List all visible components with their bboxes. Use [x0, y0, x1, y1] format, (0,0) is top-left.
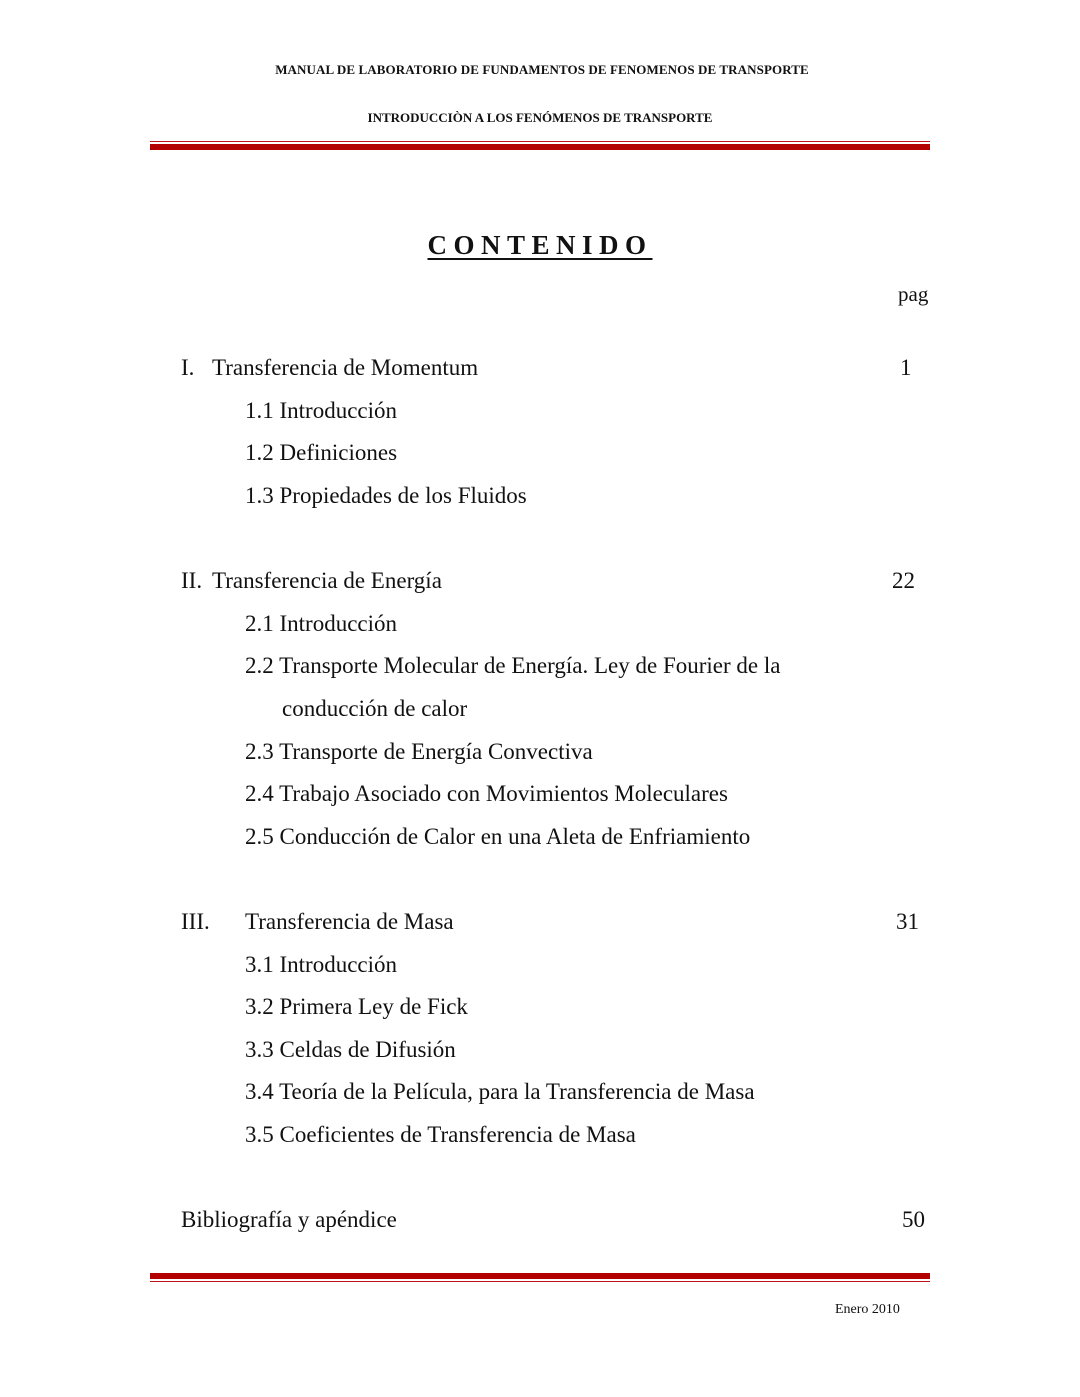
- toc-item: 2.3 Transporte de Energía Convectiva: [245, 739, 593, 764]
- toc-item: 2.1 Introducción: [245, 611, 398, 636]
- section-page-number: 1: [900, 355, 912, 380]
- section-numeral: III.: [181, 909, 210, 934]
- header-subtitle: INTRODUCCIÒN A LOS FENÓMENOS DE TRANSPORTE: [367, 110, 713, 125]
- section-title: Transferencia de Momentum: [212, 355, 479, 380]
- header-manual-title: MANUAL DE LABORATORIO DE FUNDAMENTOS DE FENOMENOS DE TRANSPORTE: [275, 62, 809, 77]
- bibliography-page-number: 50: [902, 1207, 925, 1232]
- section-page-number: 22: [892, 568, 915, 593]
- footer-rule-thin: [150, 1281, 930, 1282]
- toc-item: 1.1 Introducción: [245, 398, 398, 423]
- section-page-number: 31: [896, 909, 919, 934]
- toc-item: 2.5 Conducción de Calor en una Aleta de Enfriamiento: [245, 824, 751, 849]
- toc-item-continuation: conducción de calor: [282, 696, 468, 721]
- toc-item: 2.4 Trabajo Asociado con Movimientos Moleculares: [245, 781, 728, 806]
- footer-date: Enero 2010: [835, 1302, 900, 1317]
- section-title: Transferencia de Energía: [212, 568, 442, 593]
- toc-item: 2.2 Transporte Molecular de Energía. Ley de Fourier de la: [245, 653, 781, 678]
- section-title: Transferencia de Masa: [245, 909, 454, 934]
- toc-item: 3.4 Teoría de la Película, para la Transferencia de Masa: [245, 1079, 755, 1104]
- toc-item: 3.2 Primera Ley de Fick: [245, 994, 468, 1019]
- toc-item: 1.2 Definiciones: [245, 440, 398, 465]
- toc-item: 3.5 Coeficientes de Transferencia de Masa: [245, 1122, 636, 1147]
- page-title-text: CONTENIDO: [427, 230, 653, 260]
- bibliography-title: Bibliografía y apéndice: [181, 1207, 397, 1232]
- toc-item: 1.3 Propiedades de los Fluidos: [245, 483, 527, 508]
- footer-rule-thick: [150, 1273, 930, 1279]
- header-rule-thin: [150, 141, 930, 142]
- header-rule-thick: [150, 144, 930, 150]
- toc-item: 3.1 Introducción: [245, 952, 398, 977]
- section-numeral: II.: [181, 568, 203, 593]
- page-title: [0, 230, 1080, 261]
- page-column-label: pag: [898, 282, 929, 306]
- section-numeral: I.: [181, 355, 195, 380]
- toc-item: 3.3 Celdas de Difusión: [245, 1037, 456, 1062]
